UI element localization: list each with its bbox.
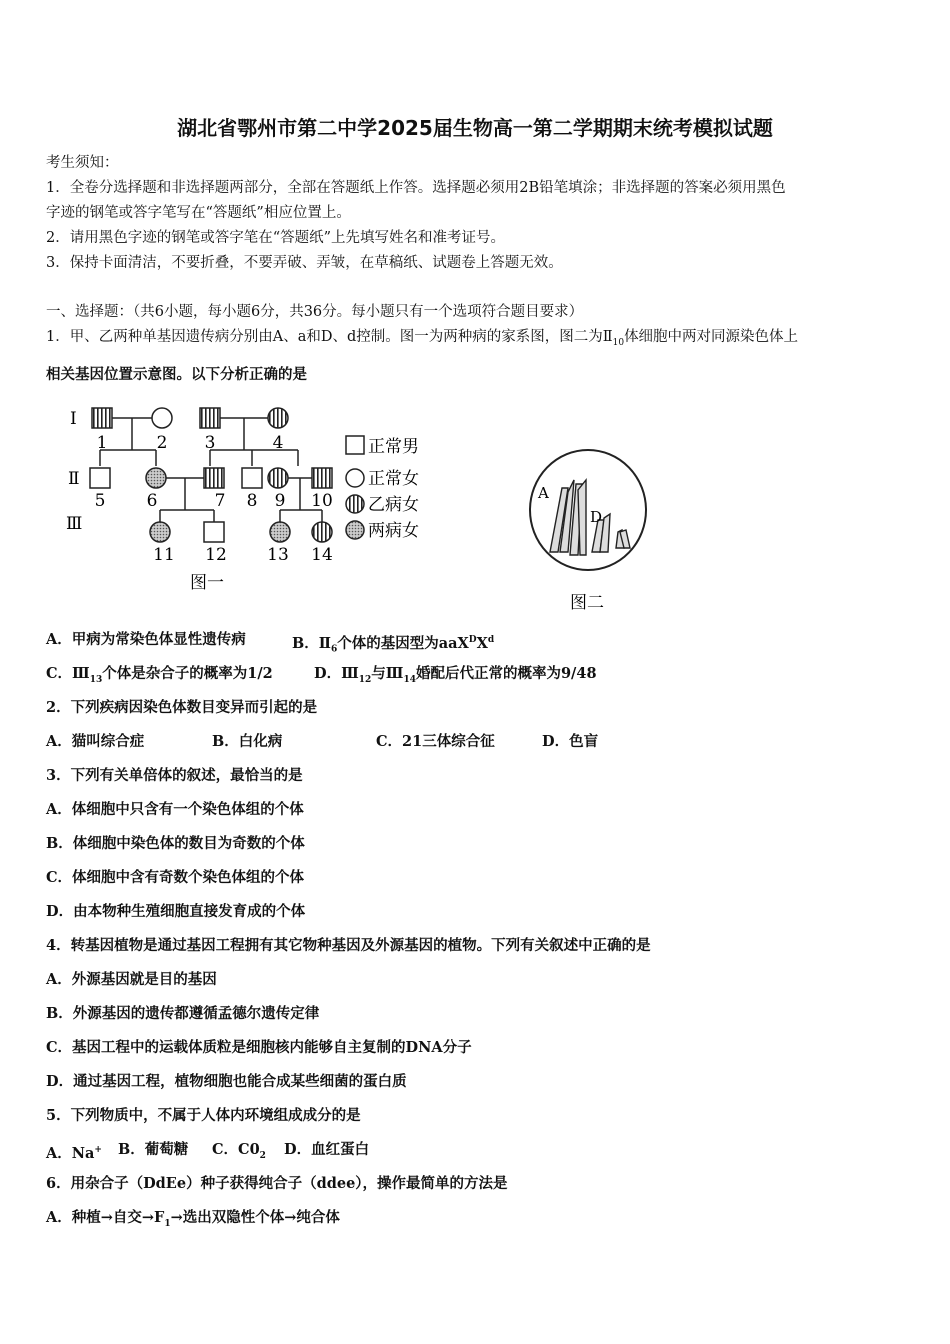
pedigree-individual-8	[242, 468, 262, 488]
q1-stem-line2: 相关基因位置示意图。以下分析正确的是	[46, 366, 307, 383]
page-title: 湖北省鄂州市第二中学2025届生物高一第二学期期末统考模拟试题	[177, 116, 773, 140]
q6-stem: 6．用杂合子（DdEe）种子获得纯合子（ddee），操作最简单的方法是	[46, 1175, 508, 1192]
pedigree-individual-9	[268, 468, 288, 488]
legend-label: 乙病女	[368, 495, 419, 515]
generation-label: Ⅱ	[68, 469, 80, 489]
pedigree-individual-10	[312, 468, 332, 488]
figure-caption: 图二	[570, 593, 604, 613]
q1-option-d: D．$Ⅲ_{12}$与$Ⅲ_{14}$婚配后代正常的概率为9/48	[314, 665, 597, 685]
notice-item: 3．保持卡面清洁，不要折叠，不要弄破、弄皱，在草稿纸、试题卷上答题无效。	[46, 255, 563, 271]
individual-number: 13	[267, 545, 289, 565]
q2-option-a: A．猫叫综合症	[46, 733, 145, 750]
q3-option-a: A．体细胞中只含有一个染色体组的个体	[46, 801, 304, 818]
q2-option-c: C．21三体综合征	[376, 733, 495, 750]
pedigree-individual-1	[92, 408, 112, 428]
individual-number: 11	[153, 545, 175, 565]
pedigree-individual-12	[204, 522, 224, 542]
q5-option-d: D．血红蛋白	[284, 1141, 370, 1158]
individual-number: 1	[96, 433, 108, 453]
pedigree-individual-5	[90, 468, 110, 488]
q2-stem: 2．下列疾病因染色体数目变异而引起的是	[46, 699, 318, 716]
individual-number: 14	[311, 545, 333, 565]
individual-number: 10	[311, 491, 333, 511]
generation-label: Ⅰ	[70, 409, 77, 429]
notice-item: 1．全卷分选择题和非选择题两部分，全部在答题纸上作答。选择题必须用2B铅笔填涂；非选择题的答案必须用黑色	[46, 180, 786, 196]
legend-label: 正常男	[368, 437, 419, 457]
pedigree-individual-14	[312, 522, 332, 542]
q5-option-c: C．$C0_2$	[212, 1141, 266, 1161]
q4-option-a: A．外源基因就是目的基因	[46, 971, 217, 988]
pedigree-individual-3	[200, 408, 220, 428]
legend-disease-b-female-symbol	[346, 495, 364, 513]
q4-option-c: C．基因工程中的运载体质粒是细胞核内能够自主复制的DNA分子	[46, 1039, 472, 1056]
individual-number: 9	[274, 491, 286, 511]
notice-item: 2．请用黑色字迹的钢笔或答字笔在“答题纸”上先填写姓名和准考证号。	[46, 230, 506, 246]
pedigree-individual-13	[270, 522, 290, 542]
q4-option-b: B．外源基因的遗传都遵循孟德尔遗传定律	[46, 1005, 320, 1022]
individual-number: 5	[94, 491, 106, 511]
notice-heading: 考生须知：	[46, 155, 119, 171]
individual-number: 4	[272, 433, 284, 453]
q3-stem: 3．下列有关单倍体的叙述，最恰当的是	[46, 767, 303, 784]
q4-option-d: D．通过基因工程，植物细胞也能合成某些细菌的蛋白质	[46, 1073, 407, 1090]
pedigree-individual-6	[146, 468, 166, 488]
pedigree-figure	[60, 398, 450, 598]
generation-label: Ⅲ	[66, 514, 83, 534]
cell-outline	[530, 450, 646, 570]
individual-number: 7	[214, 491, 226, 511]
individual-number: 12	[205, 545, 227, 565]
figure-caption: 图一	[190, 573, 224, 593]
individual-number: 6	[146, 491, 158, 511]
q3-option-d: D．由本物种生殖细胞直接发育成的个体	[46, 903, 306, 920]
q1-option-c: C．$Ⅲ_{13}$个体是杂合子的概率为1/2	[46, 665, 273, 685]
pedigree-individual-4	[268, 408, 288, 428]
q5-stem: 5．下列物质中，不属于人体内环境组成成分的是	[46, 1107, 361, 1124]
q5-option-b: B．葡萄糖	[118, 1141, 189, 1158]
q5-option-a: A．Na+	[46, 1144, 102, 1162]
legend-label: 正常女	[368, 469, 419, 489]
q3-option-b: B．体细胞中染色体的数目为奇数的个体	[46, 835, 305, 852]
q1-option-b: B．$Ⅱ_6$个体的基因型为$aaX^DX^d$	[292, 634, 495, 655]
gene-label-d: D	[590, 508, 603, 526]
q6-option-a: A．种植→自交$\to F_1\to$选出双隐性个体→纯合体	[46, 1209, 340, 1229]
q4-stem: 4．转基因植物是通过基因工程拥有其它物种基因及外源基因的植物。下列有关叙述中正确的是	[46, 937, 651, 954]
section-heading: 一、选择题：（共6小题，每小题6分，共36分。每小题只有一个选项符合题目要求）	[46, 304, 584, 320]
chromosome	[578, 480, 586, 555]
legend-normal-female-symbol	[346, 469, 364, 487]
cell-figure	[520, 440, 660, 615]
legend-both-diseases-female-symbol	[346, 521, 364, 539]
gene-label-a: A	[538, 484, 549, 502]
q2-option-b: B．白化病	[212, 733, 283, 750]
notice-item: 字迹的钢笔或答字笔写在“答题纸”相应位置上。	[46, 205, 351, 221]
q2-option-d: D．色盲	[542, 733, 599, 750]
q3-option-c: C．体细胞中含有奇数个染色体组的个体	[46, 869, 305, 886]
q1-stem-line1: 1．甲、乙两种单基因遗传病分别由A、a和D、d控制。图一为两种病的家系图，图二为$Ⅱ_{10}$体细胞中两对同源染色体上	[46, 329, 799, 348]
legend-label: 两病女	[368, 521, 419, 541]
individual-number: 3	[204, 433, 216, 453]
pedigree-individual-7	[204, 468, 224, 488]
legend-normal-male-symbol	[346, 436, 364, 454]
individual-number: 8	[246, 491, 258, 511]
q1-option-a: A．甲病为常染色体显性遗传病	[46, 631, 246, 648]
pedigree-individual-2	[152, 408, 172, 428]
individual-number: 2	[156, 433, 168, 453]
pedigree-individual-11	[150, 522, 170, 542]
